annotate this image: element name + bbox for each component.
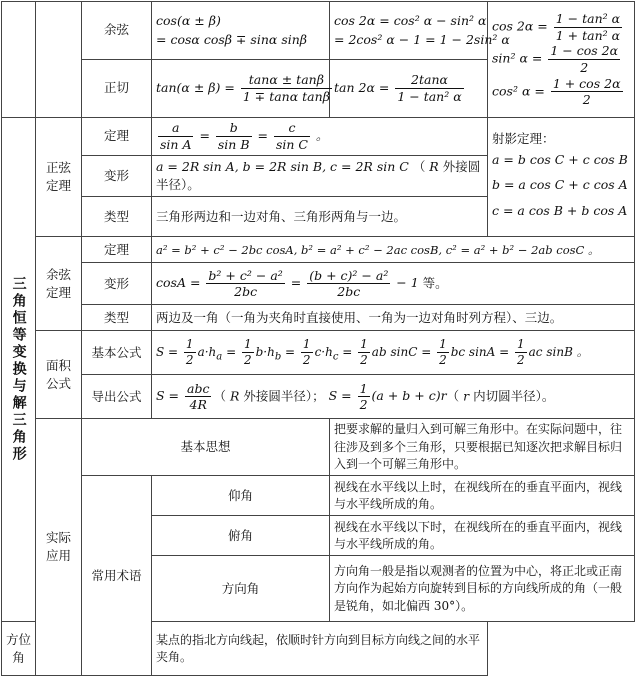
term-azimuth-text: 某点的指北方向线起，依顺时针方向到目标方向线之间的水平夹角。 [152, 622, 488, 676]
sine-law-title: 正弦定理 [36, 118, 82, 237]
term-depression-text: 视线在水平线以下时，在视线所在的垂直平面内，视线与水平线所成的角。 [330, 516, 635, 556]
area-basic-label: 基本公式 [82, 331, 152, 375]
top-left-blank-cell-2 [36, 2, 82, 118]
cosine-law-variant-label: 变形 [82, 263, 152, 305]
cosine-law-theorem-label: 定理 [82, 237, 152, 263]
cosine-law-variant: cosA = $\frac{\text{b² + c² − a²}}{2bc}$ = $\frac{\text{(b + c)² − a²}}{2bc}$ − 1 等。 [152, 263, 635, 305]
projection-formula-b: b = a cos C + c cos A [492, 177, 628, 193]
formula-table [1, 1, 635, 676]
sine-law-type-label: 类型 [82, 197, 152, 237]
cosine-double-formula: cos 2α = cos² α − sin² α = 2cos² α − 1 = 1 − 2sin² α [330, 2, 488, 60]
label-tangent: 正切 [82, 60, 152, 118]
label-cosine: 余弦 [82, 2, 152, 60]
cosine-law-theorem: a² = b² + c² − 2bc cosA, b² = a² + c² − 2ac cosB, c² = a² + b² − 2ab cosC 。 [152, 237, 635, 263]
application-title: 实际应用 [36, 419, 82, 676]
term-depression-name: 俯角 [152, 516, 330, 556]
sine-law-variant-label: 变形 [82, 156, 152, 197]
sine-law-variant: a = 2R sin A, b = 2R sin B, c = 2R sin C （ R 外接圆半径）。 [152, 156, 488, 197]
area-derived-label: 导出公式 [82, 375, 152, 419]
term-elevation-text: 视线在水平线以上时，在视线所在的垂直平面内，视线与水平线所成的角。 [330, 476, 635, 516]
cosine-law-type: 两边及一角（一角为夹角时直接使用、一角为一边对角时列方程）、三边。 [152, 305, 635, 331]
tangent-double-formula: tan 2α = $\frac{2\tan\alpha}{\text{1 − tan² α}}$ [330, 60, 488, 118]
tangent-sum-formula: tan(α ± β) = $\frac{\tan\alpha \pm \tan\beta}{\text{1 ∓ tanα tanβ}}$ [152, 60, 330, 118]
main-title: 三角恒等变换与解三角形 [10, 276, 27, 464]
basic-idea-text: 把要求解的量归入到可解三角形中。在实际问题中，往往涉及到多个三角形，只要根据已知逐次把求解目标归入到一个可解三角形中。 [330, 419, 635, 476]
area-basic-formula: S = $\frac{1}{2}$ $a\cdot h_a$ = $\frac{1}{2}$ $b\cdot h_b$ = $\frac{1}{2}$ $c\cdot h_c$ = $\frac{1}{2}$ ab sinC = $\frac{1}{2}$ bc sinA = $\frac{1}{2}$ ac sinB 。 [152, 331, 635, 375]
half-angle-formulas: cos 2α = $\frac{\text{1 − tan² α}}{\text{1 + tan² α}}$ sin² α = $\frac{1 - \cos 2\alpha}{2}$ cos² α = $\frac{1 + \cos 2\alpha}{2}$ [488, 2, 635, 118]
projection-formula-c: c = a cos B + b cos A [492, 203, 628, 219]
projection-title: 射影定理： [492, 130, 555, 146]
projection-formula-a: a = b cos C + c cos B [492, 151, 628, 167]
area-derived-formula: S = $\frac{\text{abc}}{4R}$ （ R 外接圆半径）； S = $\frac{1}{2}$ (a + b + c)r（ r 内切圆半径）。 [152, 375, 635, 419]
cosine-law-title: 余弦定理 [36, 237, 82, 331]
term-elevation-name: 仰角 [152, 476, 330, 516]
sine-law-theorem-label: 定理 [82, 118, 152, 156]
sine-law-theorem: $\frac{a}{\text{sin A}}$ = $\frac{b}{\text{sin B}}$ = $\frac{c}{\text{sin C}}$ 。 [152, 118, 488, 156]
term-direction-text: 方向角一般是指以观测者的位置为中心，将正北或正南方向作为起始方向旋转到目标的方向线所成的角（一般是锐角，如北偏西 30°）。 [330, 556, 635, 622]
term-azimuth-name: 方位角 [2, 622, 36, 676]
top-left-blank-cell [2, 2, 36, 118]
cosine-sum-formula: cos(α ± β) = cosα cosβ ∓ sinα sinβ [152, 2, 330, 60]
sine-law-type: 三角形两边和一边对角、三角形两角与一边。 [152, 197, 488, 237]
cosine-law-type-label: 类型 [82, 305, 152, 331]
basic-idea-label: 基本思想 [82, 419, 330, 476]
area-title: 面积公式 [36, 331, 82, 419]
main-title-cell [2, 118, 36, 622]
terms-label: 常用术语 [82, 476, 152, 676]
projection-theorem [488, 118, 635, 237]
term-direction-name: 方向角 [152, 556, 330, 622]
